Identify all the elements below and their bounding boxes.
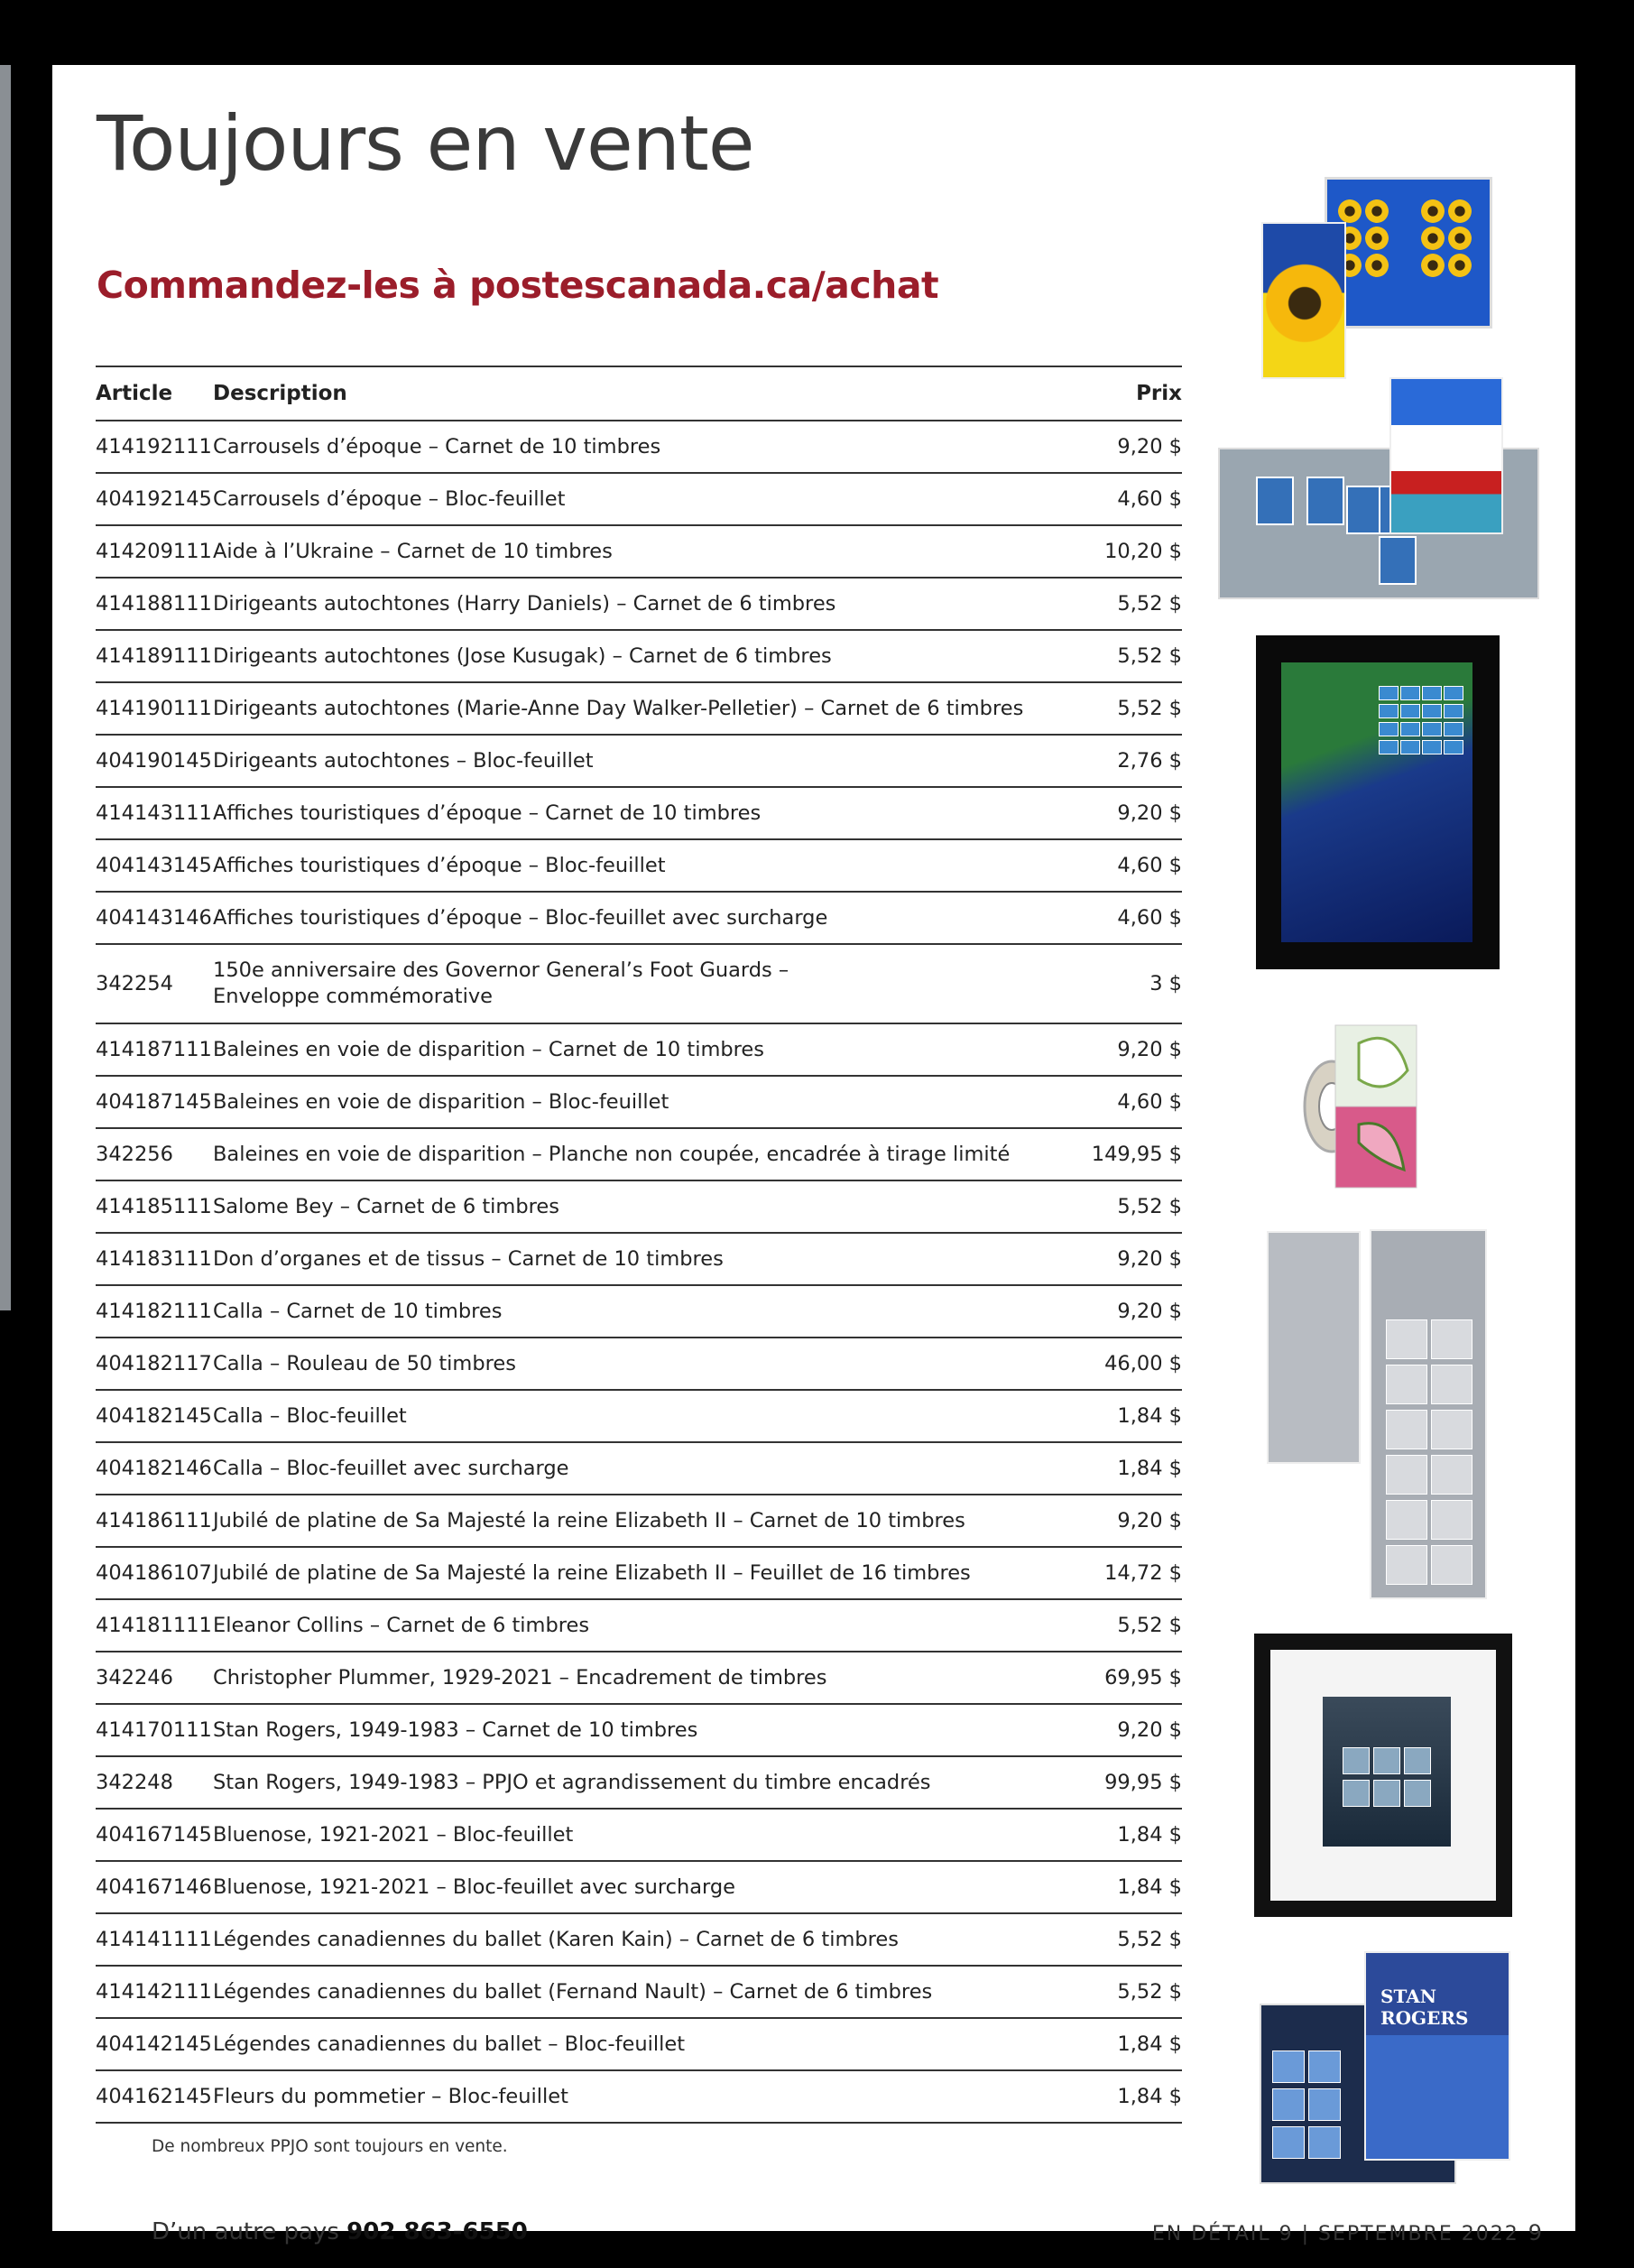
article-number: 414186111 xyxy=(96,1495,213,1547)
table-row xyxy=(96,1023,1182,1076)
item-price: 3 $ xyxy=(1083,944,1182,1023)
item-price: 1,84 $ xyxy=(1083,1442,1182,1495)
article-number: 414192111 xyxy=(96,421,213,473)
article-number: 414189111 xyxy=(96,630,213,682)
item-description: Bluenose, 1921-2021 – Bloc-feuillet xyxy=(213,1809,1083,1861)
item-description: Stan Rogers, 1949-1983 – Carnet de 10 timbres xyxy=(213,1704,1083,1756)
table-row xyxy=(96,1180,1182,1233)
calla-stamp-roll-icon xyxy=(1296,1016,1429,1197)
sunflower-booklet-icon xyxy=(1261,222,1346,379)
table-row xyxy=(96,525,1182,578)
table-row xyxy=(96,2018,1182,2070)
article-number: 404186107 xyxy=(96,1547,213,1599)
article-number: 404190145 xyxy=(96,735,213,787)
table-row xyxy=(96,944,1182,1023)
footer-phone-number: 902 863-6550 xyxy=(346,2218,528,2245)
item-description: Jubilé de platine de Sa Majesté la reine Elizabeth II – Feuillet de 16 timbres xyxy=(213,1547,1083,1599)
item-description: Dirigeants autochtones – Bloc-feuillet xyxy=(213,735,1083,787)
article-number: 404182117 xyxy=(96,1338,213,1390)
item-price: 2,76 $ xyxy=(1083,735,1182,787)
order-link[interactable]: Commandez-les à postescanada.ca/achat xyxy=(97,264,939,307)
item-price: 14,72 $ xyxy=(1083,1547,1182,1599)
framed-plummer-sheet-icon xyxy=(1254,1634,1512,1917)
table-row xyxy=(96,1809,1182,1861)
item-description: Christopher Plummer, 1929-2021 – Encadrement de timbres xyxy=(213,1652,1083,1704)
table-row xyxy=(96,1495,1182,1547)
item-description: Don d’organes et de tissus – Carnet de 10 timbres xyxy=(213,1233,1083,1285)
article-number: 414143111 xyxy=(96,787,213,839)
item-price: 9,20 $ xyxy=(1083,1704,1182,1756)
article-number: 404143146 xyxy=(96,892,213,944)
table-row xyxy=(96,1913,1182,1966)
item-price: 9,20 $ xyxy=(1083,1495,1182,1547)
sunflower-stamp-sheet-icon xyxy=(1325,177,1492,329)
table-row xyxy=(96,1076,1182,1128)
item-description: Dirigeants autochtones (Harry Daniels) – Carnet de 6 timbres xyxy=(213,578,1083,630)
article-number: 342256 xyxy=(96,1128,213,1180)
item-price: 149,95 $ xyxy=(1083,1128,1182,1180)
table-row xyxy=(96,473,1182,525)
article-number: 414183111 xyxy=(96,1233,213,1285)
article-number: 414141111 xyxy=(96,1913,213,1966)
item-price: 9,20 $ xyxy=(1083,421,1182,473)
article-number: 404182146 xyxy=(96,1442,213,1495)
item-description: Affiches touristiques d’époque – Carnet de 10 timbres xyxy=(213,787,1083,839)
table-row xyxy=(96,1599,1182,1652)
item-description: Jubilé de platine de Sa Majesté la reine Elizabeth II – Carnet de 10 timbres xyxy=(213,1495,1083,1547)
queen-elizabeth-booklet-icon xyxy=(1267,1231,1361,1464)
item-price: 5,52 $ xyxy=(1083,1180,1182,1233)
item-price: 1,84 $ xyxy=(1083,2018,1182,2070)
item-description: Stan Rogers, 1949-1983 – PPJO et agrandissement du timbre encadrés xyxy=(213,1756,1083,1809)
table-row xyxy=(96,787,1182,839)
footer-phone xyxy=(152,2218,528,2245)
item-description: Carrousels d’époque – Carnet de 10 timbres xyxy=(213,421,1083,473)
item-price: 69,95 $ xyxy=(1083,1652,1182,1704)
item-price: 4,60 $ xyxy=(1083,473,1182,525)
item-price: 9,20 $ xyxy=(1083,1285,1182,1338)
item-description: Bluenose, 1921-2021 – Bloc-feuillet avec surcharge xyxy=(213,1861,1083,1913)
article-number: 414190111 xyxy=(96,682,213,735)
item-description: Légendes canadiennes du ballet (Karen Kain) – Carnet de 6 timbres xyxy=(213,1913,1083,1966)
item-price: 99,95 $ xyxy=(1083,1756,1182,1809)
table-row xyxy=(96,1861,1182,1913)
table-row xyxy=(96,630,1182,682)
item-price: 10,20 $ xyxy=(1083,525,1182,578)
products-table xyxy=(96,366,1182,2124)
item-description: Carrousels d’époque – Bloc-feuillet xyxy=(213,473,1083,525)
article-number: 404167146 xyxy=(96,1861,213,1913)
article-number: 342248 xyxy=(96,1756,213,1809)
article-number: 404142145 xyxy=(96,2018,213,2070)
item-description: Dirigeants autochtones (Jose Kusugak) – Carnet de 6 timbres xyxy=(213,630,1083,682)
column-header-article: Article xyxy=(96,366,213,421)
item-price: 4,60 $ xyxy=(1083,1076,1182,1128)
item-description: Calla – Bloc-feuillet avec surcharge xyxy=(213,1442,1083,1495)
framed-whale-sheet-icon xyxy=(1256,635,1500,969)
item-price: 5,52 $ xyxy=(1083,1913,1182,1966)
table-row xyxy=(96,892,1182,944)
item-price: 9,20 $ xyxy=(1083,1233,1182,1285)
article-number: 414209111 xyxy=(96,525,213,578)
item-description xyxy=(213,944,1083,1023)
item-price: 5,52 $ xyxy=(1083,1966,1182,2018)
table-row xyxy=(96,1128,1182,1180)
item-description: Calla – Bloc-feuillet xyxy=(213,1390,1083,1442)
item-description-line2: Enveloppe commémorative xyxy=(213,985,493,1008)
article-number: 404187145 xyxy=(96,1076,213,1128)
article-number: 404143145 xyxy=(96,839,213,892)
item-price: 1,84 $ xyxy=(1083,1390,1182,1442)
item-price: 5,52 $ xyxy=(1083,578,1182,630)
item-description: Aide à l’Ukraine – Carnet de 10 timbres xyxy=(213,525,1083,578)
table-row xyxy=(96,2070,1182,2123)
article-number: 414185111 xyxy=(96,1180,213,1233)
item-price: 5,52 $ xyxy=(1083,1599,1182,1652)
table-row xyxy=(96,1390,1182,1442)
column-header-description: Description xyxy=(213,366,1083,421)
table-row xyxy=(96,578,1182,630)
item-price: 9,20 $ xyxy=(1083,787,1182,839)
item-price: 46,00 $ xyxy=(1083,1338,1182,1390)
footer-issue-label: EN DÉTAIL 9 | SEPTEMBRE 2022 xyxy=(1151,2223,1519,2245)
item-description: Salome Bey – Carnet de 6 timbres xyxy=(213,1180,1083,1233)
item-price: 1,84 $ xyxy=(1083,2070,1182,2123)
table-row xyxy=(96,735,1182,787)
stan-rogers-booklet-title: STAN ROGERS xyxy=(1380,1986,1469,2029)
table-row xyxy=(96,1756,1182,1809)
item-description: Légendes canadiennes du ballet – Bloc-feuillet xyxy=(213,2018,1083,2070)
table-row xyxy=(96,1338,1182,1390)
item-description: Eleanor Collins – Carnet de 6 timbres xyxy=(213,1599,1083,1652)
table-row xyxy=(96,682,1182,735)
item-price: 1,84 $ xyxy=(1083,1809,1182,1861)
footnote: De nombreux PPJO sont toujours en vente. xyxy=(152,2137,508,2156)
article-number: 414182111 xyxy=(96,1285,213,1338)
table-row xyxy=(96,1547,1182,1599)
item-description: Calla – Carnet de 10 timbres xyxy=(213,1285,1083,1338)
page-number: 9 xyxy=(1528,2220,1542,2245)
table-row xyxy=(96,1966,1182,2018)
article-number: 414181111 xyxy=(96,1599,213,1652)
item-description: Baleines en voie de disparition – Bloc-feuillet xyxy=(213,1076,1083,1128)
item-description: Fleurs du pommetier – Bloc-feuillet xyxy=(213,2070,1083,2123)
products-table-body xyxy=(96,421,1182,2123)
item-description: Calla – Rouleau de 50 timbres xyxy=(213,1338,1083,1390)
item-price: 4,60 $ xyxy=(1083,839,1182,892)
item-description: Affiches touristiques d’époque – Bloc-feuillet avec surcharge xyxy=(213,892,1083,944)
queen-elizabeth-stamp-sheet-icon xyxy=(1370,1229,1487,1599)
article-number: 404192145 xyxy=(96,473,213,525)
item-description: Légendes canadiennes du ballet (Fernand Nault) – Carnet de 6 timbres xyxy=(213,1966,1083,2018)
article-number: 414170111 xyxy=(96,1704,213,1756)
column-header-price: Prix xyxy=(1083,366,1182,421)
table-header-row xyxy=(96,366,1182,421)
stan-rogers-booklet-icon xyxy=(1364,1951,1510,2161)
item-description-line1: 150e anniversaire des Governor General’s Foot Guards – xyxy=(213,958,789,982)
page-title: Toujours en vente xyxy=(97,99,754,188)
table-row xyxy=(96,1233,1182,1285)
article-number: 342254 xyxy=(96,944,213,1023)
item-description: Dirigeants autochtones (Marie-Anne Day Walker-Pelletier) – Carnet de 6 timbres xyxy=(213,682,1083,735)
item-price: 5,52 $ xyxy=(1083,630,1182,682)
lighthouse-booklet-icon xyxy=(1389,377,1503,534)
article-number: 414187111 xyxy=(96,1023,213,1076)
item-price: 9,20 $ xyxy=(1083,1023,1182,1076)
item-price: 1,84 $ xyxy=(1083,1861,1182,1913)
table-row xyxy=(96,1704,1182,1756)
item-description: Affiches touristiques d’époque – Bloc-feuillet xyxy=(213,839,1083,892)
article-number: 414188111 xyxy=(96,578,213,630)
page-edge-strip xyxy=(0,65,11,1310)
footer-issue xyxy=(1152,2220,1542,2245)
table-row xyxy=(96,1285,1182,1338)
footer-phone-label: D’un autre pays xyxy=(152,2218,339,2245)
table-row xyxy=(96,421,1182,473)
article-number: 404162145 xyxy=(96,2070,213,2123)
article-number: 404167145 xyxy=(96,1809,213,1861)
item-description: Baleines en voie de disparition – Carnet de 10 timbres xyxy=(213,1023,1083,1076)
table-row xyxy=(96,1652,1182,1704)
article-number: 414142111 xyxy=(96,1966,213,2018)
item-price: 5,52 $ xyxy=(1083,682,1182,735)
table-row xyxy=(96,839,1182,892)
article-number: 404182145 xyxy=(96,1390,213,1442)
item-description: Baleines en voie de disparition – Planche non coupée, encadrée à tirage limité xyxy=(213,1128,1083,1180)
article-number: 342246 xyxy=(96,1652,213,1704)
item-price: 4,60 $ xyxy=(1083,892,1182,944)
table-row xyxy=(96,1442,1182,1495)
